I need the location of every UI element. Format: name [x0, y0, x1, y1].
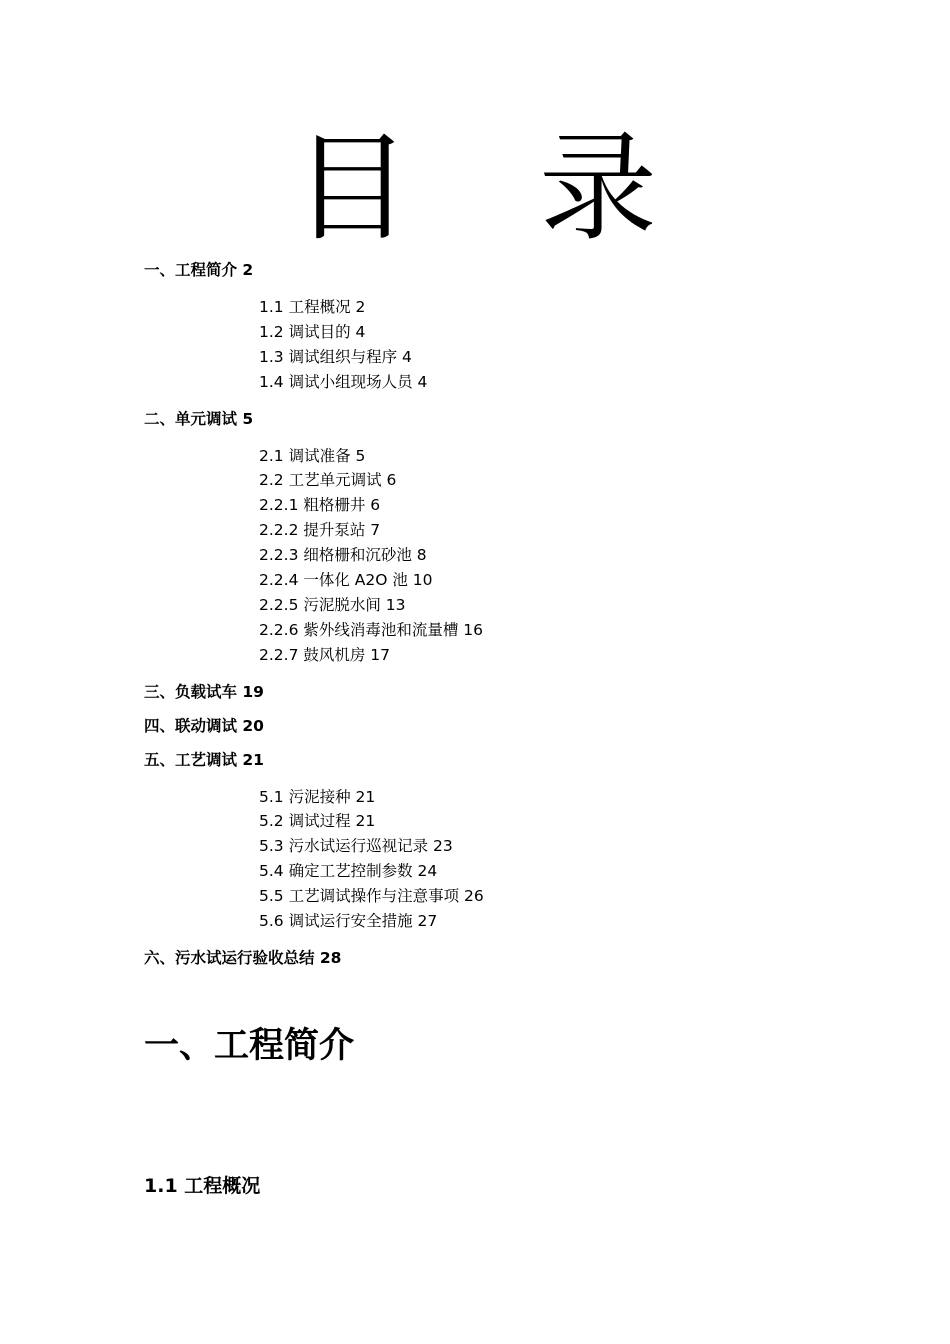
- toc-title-char-2: 录: [539, 119, 658, 257]
- toc-section-5[interactable]: 五、工艺调试 21: [144, 750, 264, 769]
- toc-item[interactable]: 2.2 工艺单元调试 6: [259, 471, 397, 490]
- toc-item[interactable]: 1.2 调试目的 4: [259, 322, 366, 341]
- toc-item[interactable]: 2.2.5 污泥脱水间 13: [259, 595, 406, 614]
- toc-section-3[interactable]: 三、负载试车 19: [144, 682, 264, 701]
- toc-item[interactable]: 2.2.2 提升泵站 7: [259, 521, 381, 540]
- toc-item[interactable]: 2.2.6 紫外线消毒池和流量槽 16: [259, 620, 484, 639]
- toc-item[interactable]: 5.5 工艺调试操作与注意事项 26: [259, 887, 484, 906]
- toc-item[interactable]: 5.4 确定工艺控制参数 24: [259, 862, 438, 881]
- toc-title-char-1: 目: [292, 119, 411, 257]
- toc-section-4[interactable]: 四、联动调试 20: [144, 716, 264, 735]
- toc-item[interactable]: 5.1 污泥接种 21: [259, 787, 376, 806]
- chapter-heading: 一、工程简介: [144, 1026, 355, 1066]
- toc-title: [0, 118, 950, 258]
- toc-item[interactable]: 1.3 调试组织与程序 4: [259, 347, 412, 366]
- toc-item[interactable]: 1.4 调试小组现场人员 4: [259, 372, 428, 391]
- toc-item[interactable]: 5.3 污水试运行巡视记录 23: [259, 837, 453, 856]
- toc-item[interactable]: 1.1 工程概况 2: [259, 298, 366, 316]
- toc-item[interactable]: 5.6 调试运行安全措施 27: [259, 912, 438, 931]
- toc-section-1[interactable]: 一、工程简介 2: [144, 261, 254, 279]
- toc-section-6[interactable]: 六、污水试运行验收总结 28: [144, 948, 342, 967]
- section-heading: 1.1 工程概况: [144, 1175, 261, 1197]
- toc-section-2[interactable]: 二、单元调试 5: [144, 409, 254, 428]
- toc-item[interactable]: 2.1 调试准备 5: [259, 446, 366, 465]
- toc-item[interactable]: 5.2 调试过程 21: [259, 812, 376, 831]
- table-of-contents: [144, 260, 864, 968]
- toc-section-2-items: [144, 444, 864, 668]
- toc-item[interactable]: 2.2.7 鼓风机房 17: [259, 645, 391, 664]
- toc-item[interactable]: 2.2.4 一体化 A2O 池 10: [259, 571, 433, 590]
- toc-item[interactable]: 2.2.1 粗格栅井 6: [259, 496, 381, 515]
- toc-section-5-items: [144, 785, 864, 934]
- toc-section-1-items: [144, 295, 864, 395]
- toc-item[interactable]: 2.2.3 细格栅和沉砂池 8: [259, 546, 427, 565]
